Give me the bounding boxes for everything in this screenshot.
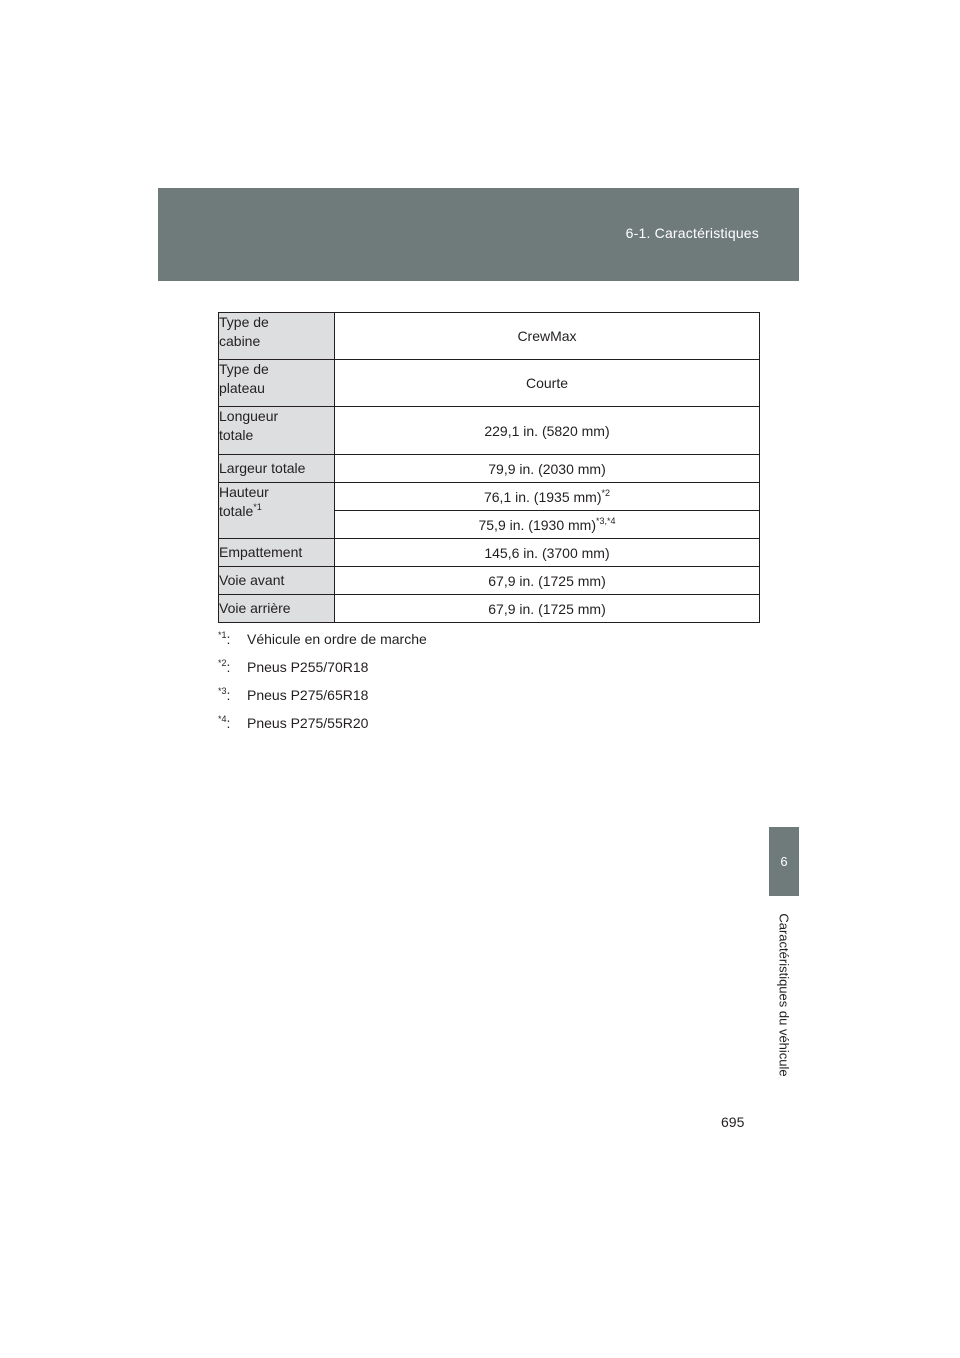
footnote-text: Pneus P275/55R20 — [247, 715, 369, 731]
table-row — [219, 567, 760, 595]
table-row — [219, 407, 760, 455]
footnote-mark: *3 — [218, 686, 227, 696]
table-row — [219, 360, 760, 407]
label-line: totale — [219, 503, 254, 519]
label-line: Type de — [219, 361, 269, 377]
row-value: 67,9 in. (1725 mm) — [335, 567, 760, 595]
row-value: CrewMax — [335, 313, 760, 360]
footnote-mark: *4 — [218, 714, 227, 724]
footnote-ref: *3,*4 — [595, 515, 616, 526]
label-line: cabine — [219, 333, 261, 349]
value-text: 75,9 in. (1930 mm) — [478, 516, 596, 533]
row-label: Voie avant — [219, 567, 335, 595]
label-line: totale — [219, 427, 254, 443]
row-label — [219, 483, 335, 539]
label-line: plateau — [219, 380, 265, 396]
table-row — [219, 313, 760, 360]
chapter-tab — [769, 827, 799, 896]
table-row — [219, 455, 760, 483]
table-row — [219, 483, 760, 511]
section-title: 6-1. Caractéristiques — [625, 225, 759, 241]
footnotes — [218, 628, 758, 740]
row-value: Courte — [335, 360, 760, 407]
row-value: 79,9 in. (2030 mm) — [335, 455, 760, 483]
footnote: $^{*4}$: Pneus P275/55R20 — [218, 714, 369, 731]
footnote: $^{*1}$: Véhicule en ordre de marche — [218, 630, 427, 647]
footnote-ref: *2 — [601, 487, 610, 498]
label-line: Hauteur — [219, 484, 269, 500]
row-value: 67,9 in. (1725 mm) — [335, 595, 760, 623]
row-value: 145,6 in. (3700 mm) — [335, 539, 760, 567]
footnote: $^{*2}$: Pneus P255/70R18 — [218, 658, 369, 675]
row-label — [219, 313, 335, 360]
row-label — [219, 360, 335, 407]
row-value — [335, 511, 760, 539]
row-value — [335, 483, 760, 511]
row-label: Voie arrière — [219, 595, 335, 623]
footnote-text: Véhicule en ordre de marche — [247, 631, 427, 647]
row-label — [219, 407, 335, 455]
table-row — [219, 595, 760, 623]
footnote: $^{*3}$: Pneus P275/65R18 — [218, 686, 369, 703]
chapter-number: 6 — [780, 854, 788, 869]
value-text: 76,1 in. (1935 mm) — [483, 488, 602, 505]
row-label: Largeur totale — [219, 455, 335, 483]
label-line: Longueur — [219, 408, 279, 424]
label-line: Type de — [219, 314, 269, 330]
row-label: Empattement — [219, 539, 335, 567]
footnote-text: Pneus P275/65R18 — [247, 687, 369, 703]
footnote-mark: *1 — [218, 630, 227, 640]
page-number: 695 — [721, 1114, 745, 1130]
chapter-label: Caractéristiques du véhicule — [776, 913, 792, 1077]
section-header — [158, 188, 799, 281]
dimensions-table — [218, 312, 760, 623]
footnote-text: Pneus P255/70R18 — [247, 659, 369, 675]
footnote-mark: *2 — [218, 658, 227, 668]
footnote-ref: *1 — [253, 502, 262, 512]
row-value: 229,1 in. (5820 mm) — [335, 407, 760, 455]
table-row — [219, 539, 760, 567]
